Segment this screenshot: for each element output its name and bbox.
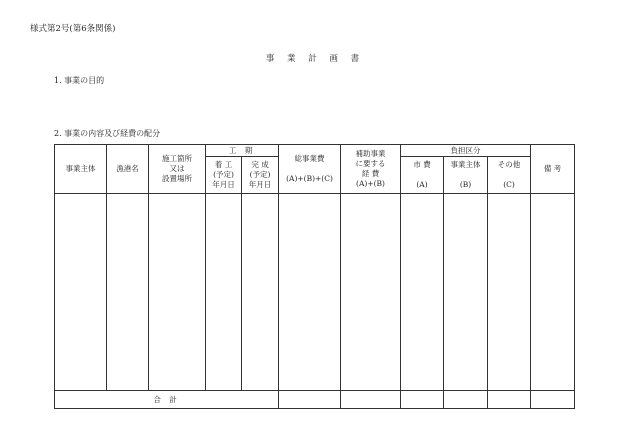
total-subsidy-cost[interactable] <box>341 391 401 409</box>
section-purpose-heading: 1. 事業の目的 <box>54 76 105 85</box>
header-owner-cost: 事業主体 (B) <box>444 157 488 194</box>
total-row <box>55 391 575 409</box>
form-number-label: 様式第2号(第6条関係) <box>30 24 116 34</box>
table-row <box>55 194 575 391</box>
cell-other-cost[interactable] <box>488 194 531 391</box>
header-end-date: 完 成 (予定) 年月日 <box>242 157 279 194</box>
document-title: 事 業 計 画 書 <box>265 54 365 64</box>
total-notes[interactable] <box>531 391 575 409</box>
cell-owner-cost[interactable] <box>444 194 488 391</box>
cell-subsidy-cost[interactable] <box>341 194 401 391</box>
header-subsidy-cost: 補助事業 に要する 経 費 (A)+(B) <box>341 145 401 194</box>
cell-city-cost[interactable] <box>401 194 444 391</box>
cell-end-date[interactable] <box>242 194 279 391</box>
header-city-cost: 市 費 (A) <box>401 157 444 194</box>
total-total-cost[interactable] <box>279 391 341 409</box>
cell-notes[interactable] <box>531 194 575 391</box>
cell-total-cost[interactable] <box>279 194 341 391</box>
header-start-date: 着 工 (予定) 年月日 <box>206 157 242 194</box>
cell-owner[interactable] <box>55 194 107 391</box>
total-other-cost[interactable] <box>488 391 531 409</box>
plan-table <box>54 144 575 409</box>
cell-start-date[interactable] <box>206 194 242 391</box>
cell-port[interactable] <box>107 194 149 391</box>
header-other-cost: その他 (C) <box>488 157 531 194</box>
header-burden: 負担区分 <box>401 145 531 157</box>
header-site: 施工箇所 又は 設置場所 <box>149 145 206 194</box>
header-period: 工 期 <box>206 145 279 157</box>
cell-site[interactable] <box>149 194 206 391</box>
section-content-heading: 2. 事業の内容及び経費の配分 <box>54 129 161 138</box>
header-port: 漁港名 <box>107 145 149 194</box>
header-notes: 備 考 <box>531 145 575 194</box>
total-owner-cost[interactable] <box>444 391 488 409</box>
header-total-cost: 総事業費 (A)+(B)+(C) <box>279 145 341 194</box>
total-city-cost[interactable] <box>401 391 444 409</box>
header-owner: 事業主体 <box>55 145 107 194</box>
total-label: 合 計 <box>55 391 279 409</box>
